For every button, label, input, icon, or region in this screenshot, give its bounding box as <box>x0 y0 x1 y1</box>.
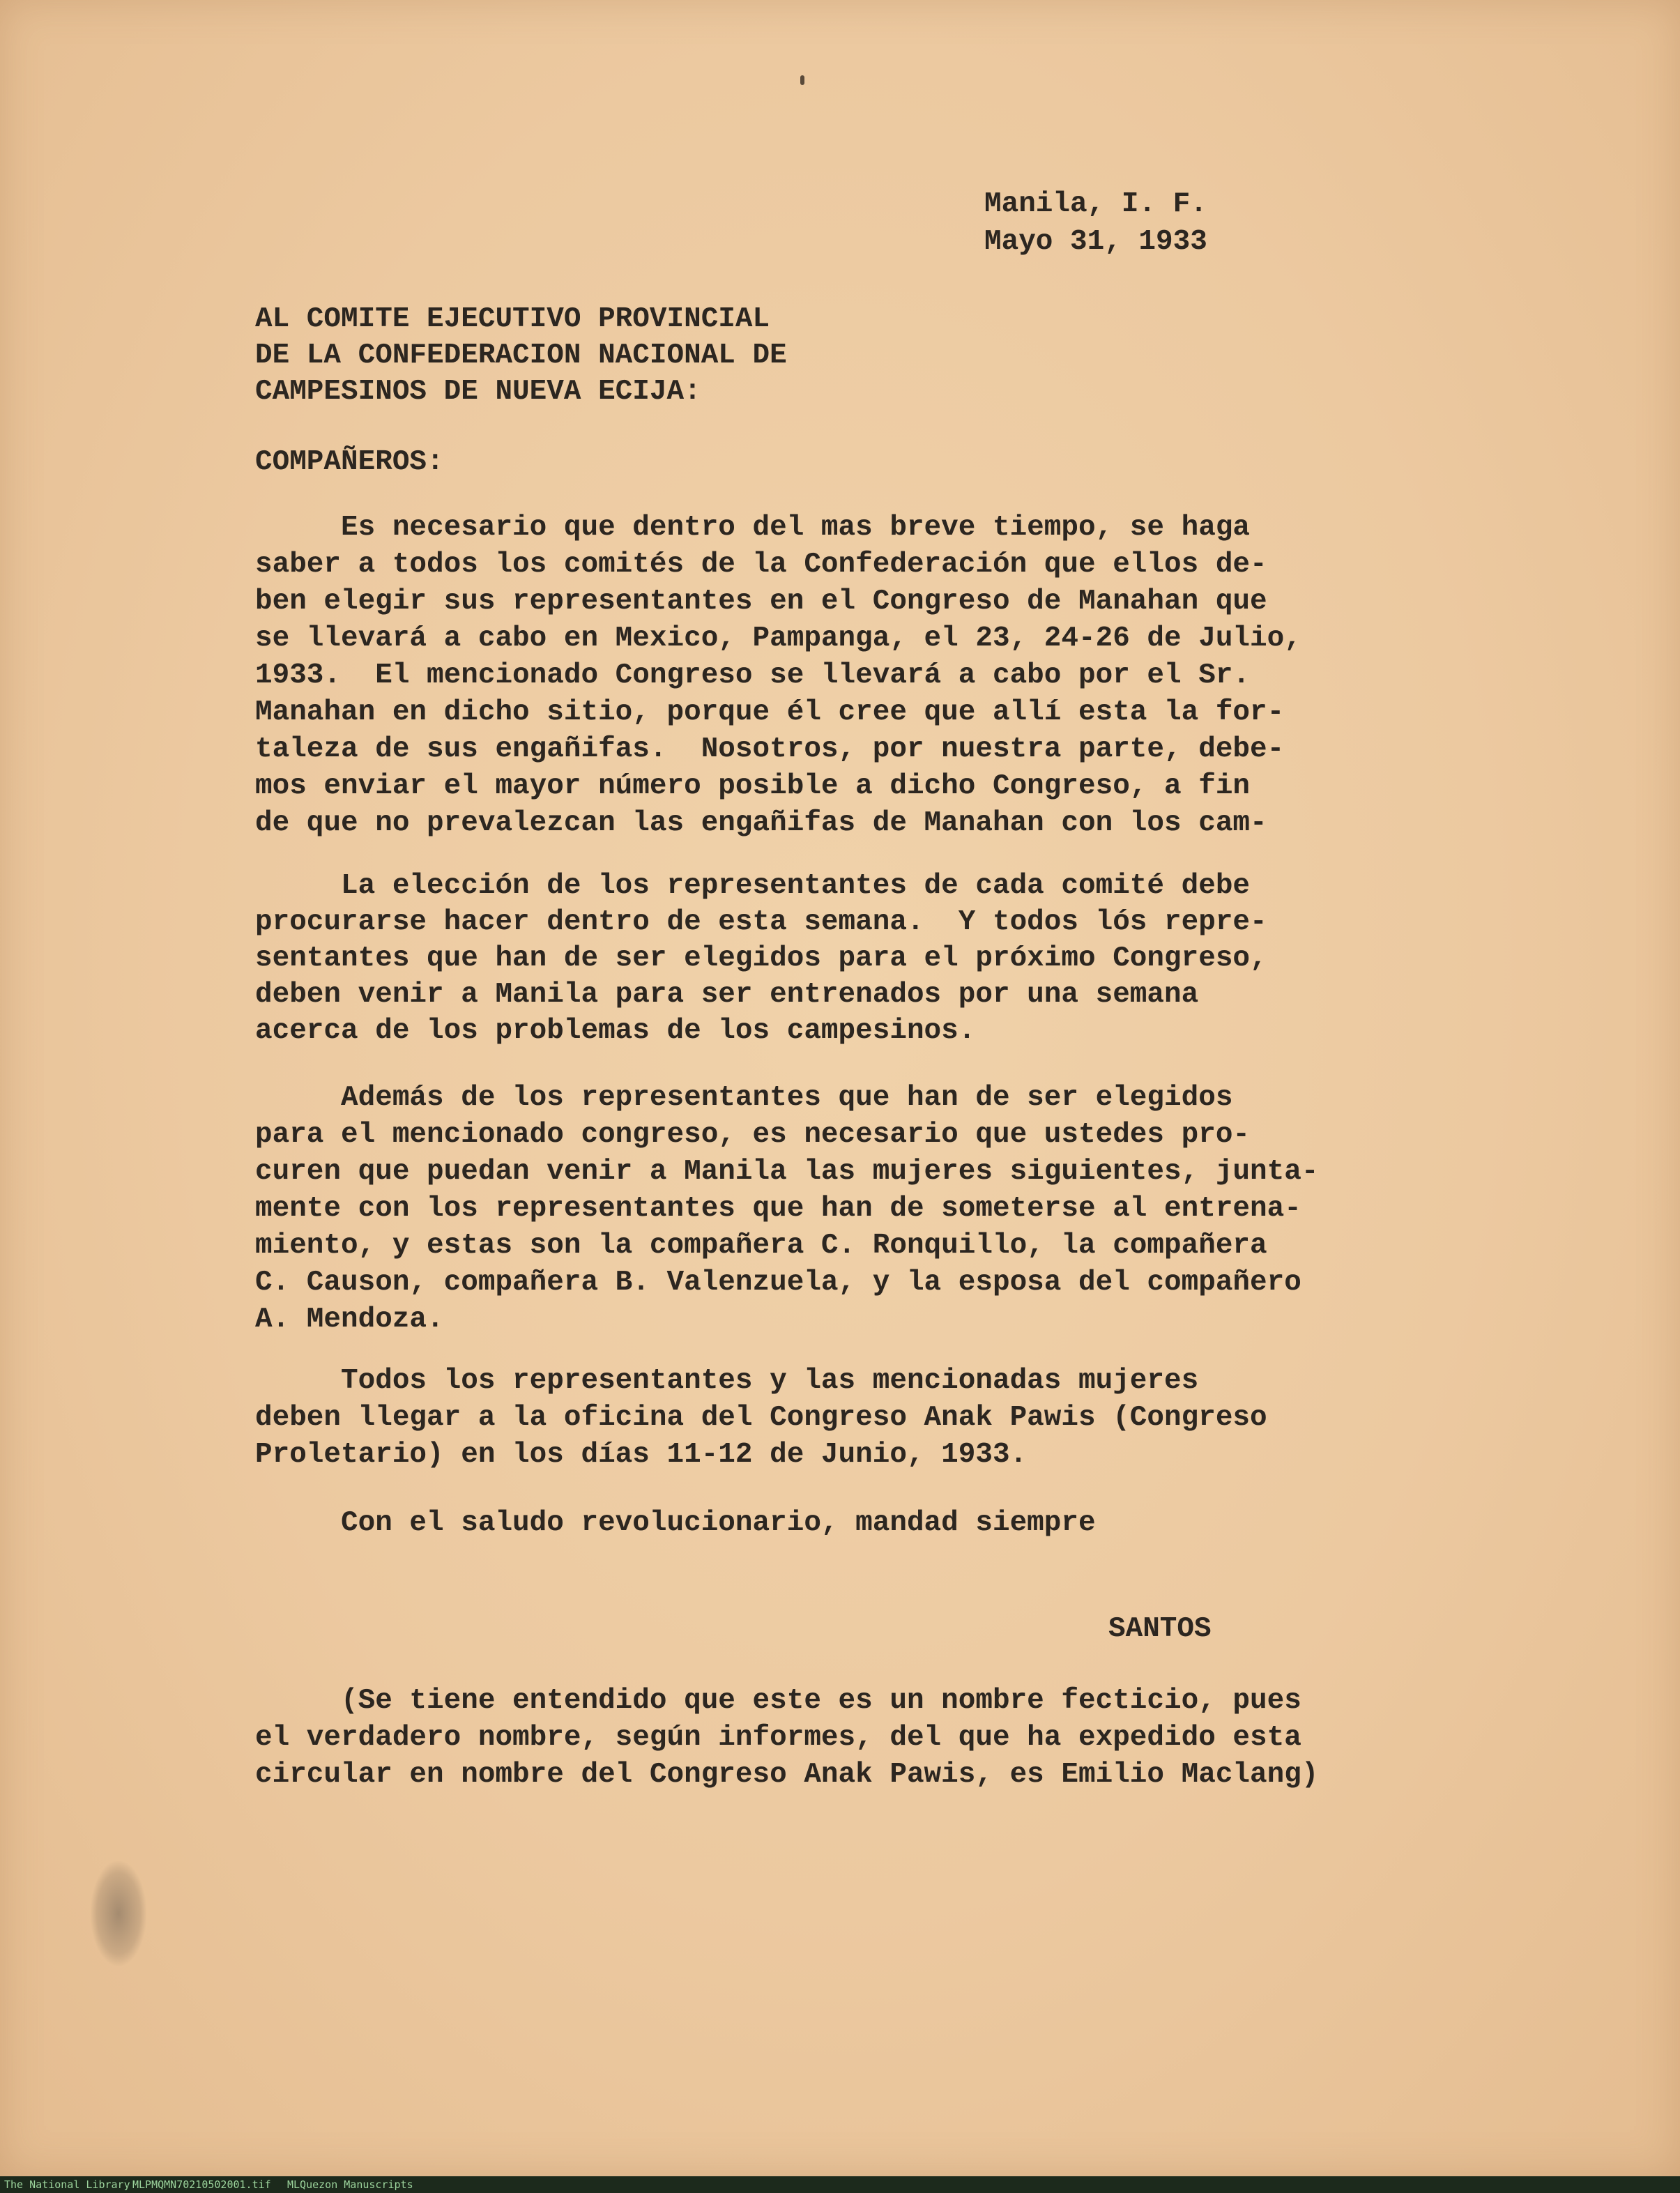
paragraph-line: sentantes que han de ser elegidos para el próximo Congreso, <box>255 942 1267 975</box>
footer-filename: MLPMQMN70210502001.tif <box>132 2178 271 2191</box>
footer-collection: MLQuezon Manuscripts <box>287 2178 413 2191</box>
paragraph-line: deben llegar a la oficina del Congreso Anak Pawis (Congreso <box>255 1402 1267 1434</box>
footer-library: The National Library <box>4 2178 130 2191</box>
ink-speck <box>800 75 804 85</box>
paragraph-line: Además de los representantes que han de ser elegidos <box>255 1082 1233 1114</box>
ink-smudge <box>91 1861 146 1966</box>
note-line: el verdadero nombre, según informes, del que ha expedido esta <box>255 1722 1301 1754</box>
note-line: (Se tiene entendido que este es un nombre fecticio, pues <box>255 1685 1301 1717</box>
addressee-line: AL COMITE EJECUTIVO PROVINCIAL <box>255 303 770 335</box>
paragraph-line: miento, y estas son la compañera C. Ronquillo, la compañera <box>255 1230 1267 1262</box>
letter-place: Manila, I. F. <box>984 188 1207 220</box>
paragraph-line: ben elegir sus representantes en el Congreso de Manahan que <box>255 586 1267 618</box>
paragraph-line: acerca de los problemas de los campesinos. <box>255 1015 976 1047</box>
paragraph-line: A. Mendoza. <box>255 1304 444 1336</box>
paragraph-line: C. Causon, compañera B. Valenzuela, y la esposa del compañero <box>255 1267 1301 1299</box>
paragraph-line: taleza de sus engañifas. Nosotros, por nuestra parte, debe- <box>255 733 1285 765</box>
addressee-line: DE LA CONFEDERACION NACIONAL DE <box>255 339 787 372</box>
paragraph-line: procurarse hacer dentro de esta semana. Y todos lós repre- <box>255 906 1267 938</box>
letter-date: Mayo 31, 1933 <box>984 226 1207 258</box>
paragraph-line: se llevará a cabo en Mexico, Pampanga, el 23, 24-26 de Julio, <box>255 622 1301 655</box>
paragraph-line: Proletario) en los días 11-12 de Junio, 1933. <box>255 1439 1028 1471</box>
paragraph-line: 1933. El mencionado Congreso se llevará a cabo por el Sr. <box>255 659 1251 691</box>
paragraph-line: La elección de los representantes de cada comité debe <box>255 870 1251 902</box>
archive-footer-bar <box>0 2176 1680 2193</box>
addressee-line: CAMPESINOS DE NUEVA ECIJA: <box>255 376 701 408</box>
signature: SANTOS <box>1108 1613 1212 1645</box>
paragraph-line: Todos los representantes y las mencionadas mujeres <box>255 1365 1199 1397</box>
paragraph-line: para el mencionado congreso, es necesario que ustedes pro- <box>255 1119 1251 1151</box>
paragraph-line: curen que puedan venir a Manila las mujeres siguientes, junta- <box>255 1156 1319 1188</box>
paragraph-line: saber a todos los comités de la Confederación que ellos de- <box>255 549 1267 581</box>
paragraph-line: Es necesario que dentro del mas breve tiempo, se haga <box>255 512 1251 544</box>
paragraph-line: de que no prevalezcan las engañifas de Manahan con los cam- <box>255 807 1267 839</box>
closing-line: Con el saludo revolucionario, mandad siempre <box>255 1507 1096 1539</box>
paragraph-line: mos enviar el mayor número posible a dicho Congreso, a fin <box>255 770 1251 802</box>
paragraph-line: deben venir a Manila para ser entrenados por una semana <box>255 979 1199 1011</box>
paragraph-line: mente con los representantes que han de someterse al entrena- <box>255 1193 1301 1225</box>
paragraph-line: Manahan en dicho sitio, porque él cree que allí esta la for- <box>255 696 1285 728</box>
note-line: circular en nombre del Congreso Anak Pawis, es Emilio Maclang) <box>255 1759 1319 1791</box>
salutation: COMPAÑEROS: <box>255 446 444 478</box>
